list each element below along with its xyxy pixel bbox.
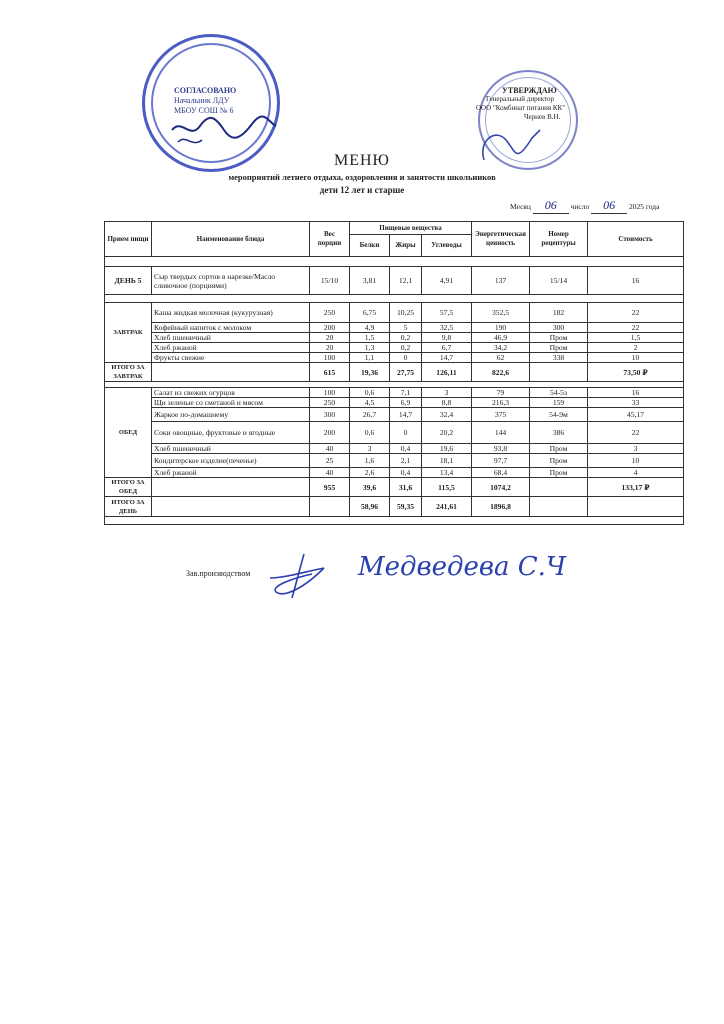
dish-name: Хлеб ржаной <box>152 343 310 353</box>
col-price: Стоимость <box>588 222 684 257</box>
day-recipe: 15/14 <box>530 267 588 295</box>
dish-protein: 1,1 <box>350 353 390 363</box>
footer-label: Зав.производством <box>186 569 251 578</box>
dish-name: Хлеб ржаной <box>152 468 310 478</box>
dish-protein: 4,9 <box>350 323 390 333</box>
dish-name: Жаркое по-домашнему <box>152 408 310 422</box>
day-total-protein: 58,96 <box>350 497 390 517</box>
total-price: 73,50 ₽ <box>588 363 684 382</box>
day-energy: 137 <box>472 267 530 295</box>
dish-protein: 1,5 <box>350 333 390 343</box>
month-value: 06 <box>533 198 569 214</box>
day-row <box>105 267 684 295</box>
dish-fat: 10,25 <box>390 303 422 323</box>
dish-recipe: 159 <box>530 398 588 408</box>
total-price: 133,17 ₽ <box>588 478 684 497</box>
day-dish: Сыр твердых сортов в нарезке/Масло сливочное (порциями) <box>152 267 310 295</box>
dish-price: 22 <box>588 422 684 444</box>
dish-price: 4 <box>588 468 684 478</box>
dish-protein: 1,6 <box>350 454 390 468</box>
dish-fat: 14,7 <box>390 408 422 422</box>
day-total-energy: 1896,8 <box>472 497 530 517</box>
total-weight: 955 <box>310 478 350 497</box>
dish-fat: 0,2 <box>390 333 422 343</box>
table-row <box>105 398 684 408</box>
dish-weight: 40 <box>310 444 350 454</box>
dish-name: Фрукты свежие <box>152 353 310 363</box>
header-row-1 <box>105 222 684 235</box>
dish-fat: 0 <box>390 422 422 444</box>
agreed-signature-icon <box>168 112 280 152</box>
dish-name: Хлеб пшеничный <box>152 333 310 343</box>
dish-energy: 79 <box>472 388 530 398</box>
day-weight: 15/10 <box>310 267 350 295</box>
dish-recipe: Пром <box>530 454 588 468</box>
dish-recipe: 182 <box>530 303 588 323</box>
dish-fat: 5 <box>390 323 422 333</box>
day-label: число <box>570 202 590 211</box>
dish-fat: 0,4 <box>390 468 422 478</box>
dish-recipe: Пром <box>530 343 588 353</box>
table-row <box>105 468 684 478</box>
col-nutrients: Пищевые вещества <box>350 222 472 235</box>
dish-carbs: 20,2 <box>422 422 472 444</box>
col-recipe: Номер рецептуры <box>530 222 588 257</box>
dish-carbs: 9,8 <box>422 333 472 343</box>
dish-price: 1,5 <box>588 333 684 343</box>
dish-price: 3 <box>588 444 684 454</box>
table-row <box>105 388 684 398</box>
dish-protein: 3 <box>350 444 390 454</box>
day-value: 06 <box>591 198 627 214</box>
menu-age-group: дети 12 лет и старше <box>319 185 405 195</box>
approved-line2: ООО "Комбинат питания КК" <box>476 104 566 112</box>
col-weight: Вес порции <box>310 222 350 257</box>
table-row <box>105 422 684 444</box>
dish-name: Каша жидкая молочная (кукурузная) <box>152 303 310 323</box>
dish-carbs: 13,4 <box>422 468 472 478</box>
col-meal: Прием пищи <box>105 222 152 257</box>
breakfast-total-label: ИТОГО ЗА ЗАВТРАК <box>105 363 152 382</box>
approved-line3: Чернев В.Н. <box>524 113 561 121</box>
dish-fat: 7,1 <box>390 388 422 398</box>
table-row <box>105 303 684 323</box>
dish-carbs: 6,7 <box>422 343 472 353</box>
dish-energy: 93,8 <box>472 444 530 454</box>
lunch-label: ОБЕД <box>105 388 152 478</box>
dish-energy: 190 <box>472 323 530 333</box>
table-row <box>105 353 684 363</box>
dish-weight: 200 <box>310 323 350 333</box>
dish-weight: 250 <box>310 398 350 408</box>
month-label: Месяц <box>510 202 531 211</box>
footer-signature-name: Медведева С.Ч <box>358 552 567 582</box>
dish-weight: 300 <box>310 408 350 422</box>
dish-fat: 0,2 <box>390 343 422 353</box>
approved-line1: Генеральный директор <box>486 95 554 103</box>
dish-protein: 1,3 <box>350 343 390 353</box>
table-row <box>105 343 684 353</box>
total-protein: 39,6 <box>350 478 390 497</box>
dish-weight: 25 <box>310 454 350 468</box>
day-total-fat: 59,35 <box>390 497 422 517</box>
dish-energy: 375 <box>472 408 530 422</box>
dish-fat: 0 <box>390 353 422 363</box>
dish-name: Хлеб пшеничный <box>152 444 310 454</box>
total-carbs: 115,5 <box>422 478 472 497</box>
dish-protein: 0,6 <box>350 422 390 444</box>
dish-energy: 144 <box>472 422 530 444</box>
spacer-row <box>105 257 684 267</box>
approved-title: УТВЕРЖДАЮ <box>502 86 557 95</box>
total-carbs: 126,11 <box>422 363 472 382</box>
day-price: 16 <box>588 267 684 295</box>
col-carbs: Углеводы <box>422 235 472 257</box>
day-protein: 3,81 <box>350 267 390 295</box>
breakfast-label: ЗАВТРАК <box>105 303 152 363</box>
menu-table <box>104 221 684 525</box>
dish-energy: 46,9 <box>472 333 530 343</box>
dish-carbs: 32,5 <box>422 323 472 333</box>
dish-name: Кофейный напиток с молоком <box>152 323 310 333</box>
dish-fat: 0,4 <box>390 444 422 454</box>
dish-carbs: 57,5 <box>422 303 472 323</box>
col-dish: Наименование блюда <box>152 222 310 257</box>
day-fat: 12,1 <box>390 267 422 295</box>
total-protein: 19,36 <box>350 363 390 382</box>
menu-title: МЕНЮ <box>334 152 390 169</box>
day-label: ДЕНЬ 5 <box>105 267 152 295</box>
dish-weight: 200 <box>310 422 350 444</box>
spacer-row <box>105 295 684 303</box>
day-total-row <box>105 497 684 517</box>
approved-block <box>476 86 565 122</box>
dish-price: 22 <box>588 323 684 333</box>
dish-recipe: 54-5з <box>530 388 588 398</box>
dish-recipe: Пром <box>530 444 588 454</box>
dish-protein: 0,6 <box>350 388 390 398</box>
dish-recipe: 338 <box>530 353 588 363</box>
dish-carbs: 32,4 <box>422 408 472 422</box>
dish-recipe: 300 <box>530 323 588 333</box>
dish-weight: 40 <box>310 468 350 478</box>
breakfast-total-row <box>105 363 684 382</box>
dish-recipe: 386 <box>530 422 588 444</box>
menu-subtitle: мероприятий летнего отдыха, оздоровления и занятости школьников <box>228 172 496 182</box>
dish-price: 22 <box>588 303 684 323</box>
table-row <box>105 408 684 422</box>
footer-signature-icon <box>264 548 354 604</box>
dish-weight: 20 <box>310 343 350 353</box>
dish-protein: 6,75 <box>350 303 390 323</box>
dish-name: Соки овощные, фруктовые и ягодные <box>152 422 310 444</box>
total-energy: 822,6 <box>472 363 530 382</box>
day-total-label: ИТОГО ЗА ДЕНЬ <box>105 497 152 517</box>
total-weight: 615 <box>310 363 350 382</box>
year-label: 2025 года <box>629 202 660 211</box>
dish-carbs: 8,8 <box>422 398 472 408</box>
dish-protein: 4,5 <box>350 398 390 408</box>
dish-name: Салат из свежих огурцов <box>152 388 310 398</box>
dish-name: Щи зеленые со сметаной и мясом <box>152 398 310 408</box>
day-carbs: 4,91 <box>422 267 472 295</box>
dish-fat: 6,9 <box>390 398 422 408</box>
dish-energy: 216,3 <box>472 398 530 408</box>
dish-carbs: 3 <box>422 388 472 398</box>
dish-price: 45,17 <box>588 408 684 422</box>
dish-price: 16 <box>588 388 684 398</box>
dish-energy: 62 <box>472 353 530 363</box>
agreed-line2: МБОУ СОШ № 6 <box>174 106 234 115</box>
dish-name: Кондитерское изделие(печенье) <box>152 454 310 468</box>
dish-protein: 2,6 <box>350 468 390 478</box>
lunch-total-row <box>105 478 684 497</box>
dish-carbs: 14,7 <box>422 353 472 363</box>
dish-recipe: 54-9м <box>530 408 588 422</box>
dish-energy: 352,5 <box>472 303 530 323</box>
dish-carbs: 18,1 <box>422 454 472 468</box>
dish-energy: 34,2 <box>472 343 530 353</box>
dish-weight: 100 <box>310 353 350 363</box>
total-energy: 1074,2 <box>472 478 530 497</box>
dish-recipe: Пром <box>530 333 588 343</box>
spacer-row <box>105 517 684 525</box>
agreed-line1: Начальник ЛДУ <box>174 96 230 105</box>
col-protein: Белки <box>350 235 390 257</box>
dish-carbs: 19,6 <box>422 444 472 454</box>
dish-weight: 250 <box>310 303 350 323</box>
lunch-total-label: ИТОГО ЗА ОБЕД <box>105 478 152 497</box>
dish-weight: 100 <box>310 388 350 398</box>
dish-price: 10 <box>588 454 684 468</box>
dish-fat: 2,1 <box>390 454 422 468</box>
total-fat: 27,75 <box>390 363 422 382</box>
dish-price: 2 <box>588 343 684 353</box>
col-energy: Энергетическая ценность <box>472 222 530 257</box>
dish-energy: 68,4 <box>472 468 530 478</box>
agreed-title: СОГЛАСОВАНО <box>174 86 237 95</box>
table-row <box>105 333 684 343</box>
dish-price: 10 <box>588 353 684 363</box>
col-fat: Жиры <box>390 235 422 257</box>
date-line <box>510 198 659 214</box>
table-row <box>105 444 684 454</box>
dish-price: 33 <box>588 398 684 408</box>
dish-energy: 97,7 <box>472 454 530 468</box>
table-row <box>105 323 684 333</box>
day-total-carbs: 241,61 <box>422 497 472 517</box>
dish-protein: 26,7 <box>350 408 390 422</box>
total-fat: 31,6 <box>390 478 422 497</box>
dish-weight: 20 <box>310 333 350 343</box>
dish-recipe: Пром <box>530 468 588 478</box>
table-row <box>105 454 684 468</box>
